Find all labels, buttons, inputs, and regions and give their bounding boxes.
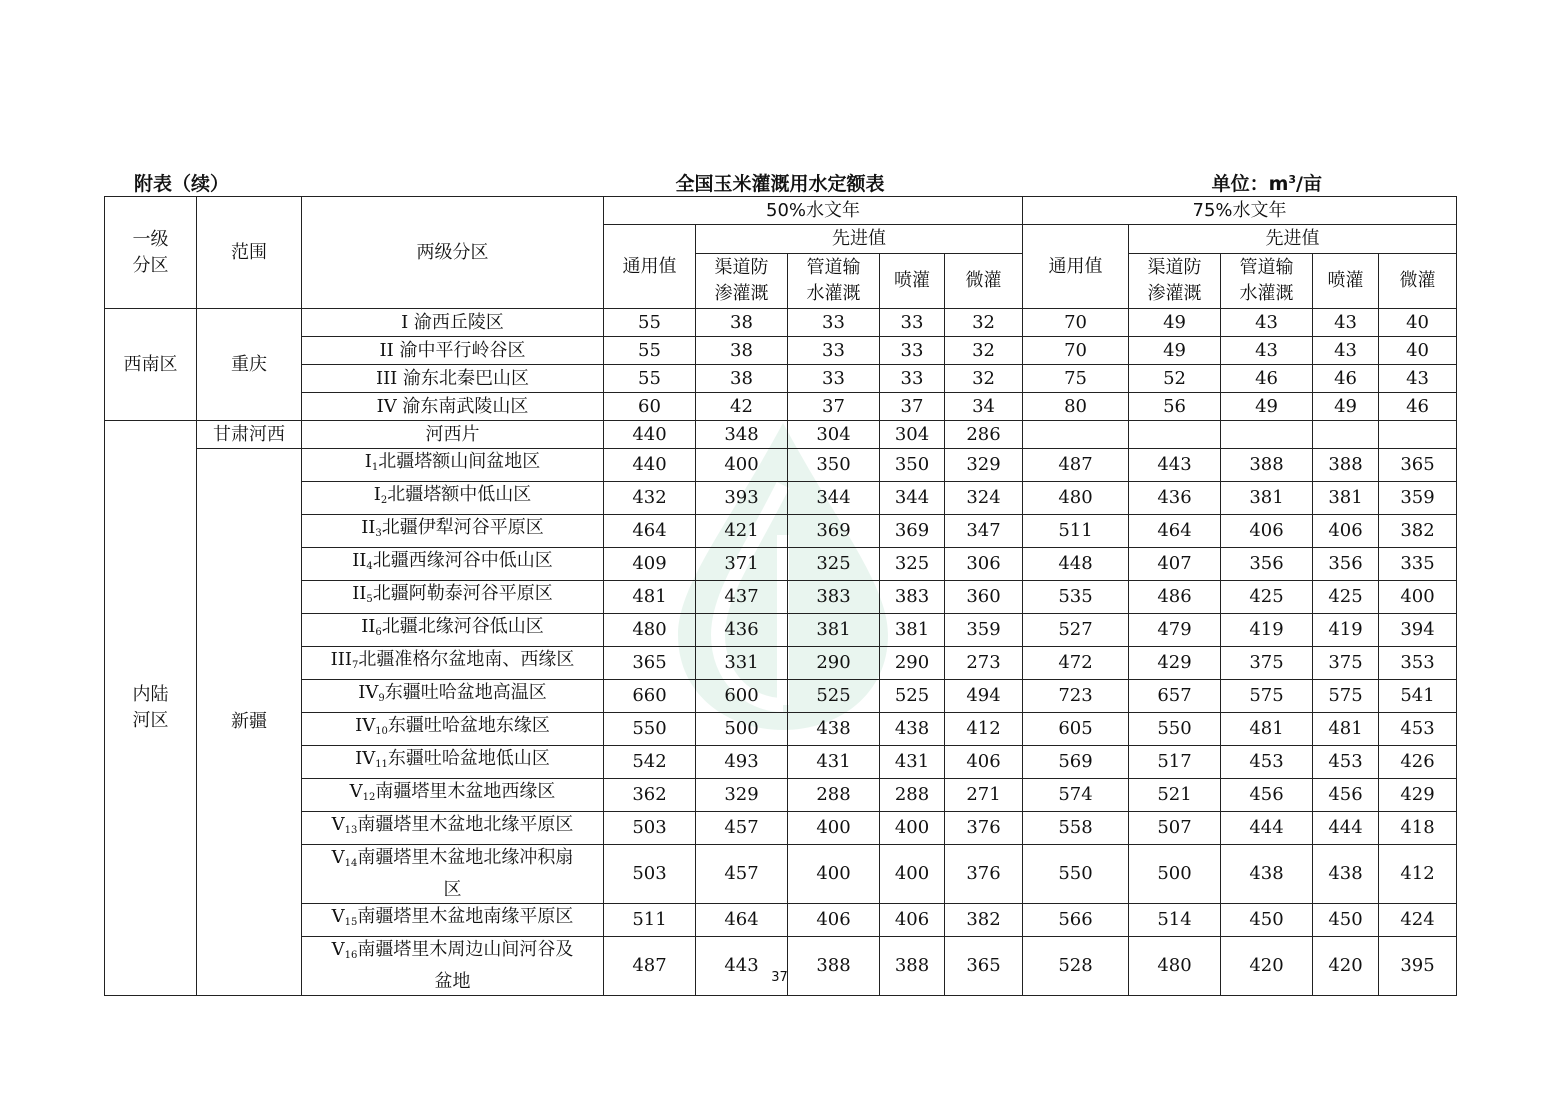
value-general-75: 574: [1023, 779, 1129, 812]
value-general-75: 70: [1023, 309, 1129, 337]
table-row: [105, 812, 1457, 845]
value-micro-75: 353: [1379, 647, 1457, 680]
value-pipe-50: 400: [788, 845, 880, 904]
value-pipe-75: 481: [1221, 713, 1313, 746]
value-micro-50: 376: [945, 812, 1023, 845]
scope-gansu-hexi: 甘肃河西: [197, 421, 302, 449]
value-pipe-50: 406: [788, 904, 880, 937]
value-pipe-75: 438: [1221, 845, 1313, 904]
zone-name: IV 渝东南武陵山区: [302, 393, 604, 421]
zone-name: V12南疆塔里木盆地西缘区: [302, 779, 604, 812]
scope-xinjiang: 新疆: [197, 449, 302, 996]
value-canal-50: 500: [696, 713, 788, 746]
value-micro-50: 34: [945, 393, 1023, 421]
zone-name: III 渝东北秦巴山区: [302, 365, 604, 393]
value-micro-50: 365: [945, 937, 1023, 996]
value-sprinkler-75: 456: [1313, 779, 1379, 812]
value-pipe-50: 344: [788, 482, 880, 515]
value-general-50: 365: [604, 647, 696, 680]
value-sprinkler-75: 43: [1313, 309, 1379, 337]
micro-header-50: 微灌: [945, 254, 1023, 309]
value-micro-75: 400: [1379, 581, 1457, 614]
value-canal-50: 38: [696, 337, 788, 365]
value-general-50: 440: [604, 421, 696, 449]
value-micro-75: 429: [1379, 779, 1457, 812]
value-general-75: 569: [1023, 746, 1129, 779]
pipe-header-75: 管道输 水灌溉: [1221, 254, 1313, 309]
value-sprinkler-50: 381: [880, 614, 945, 647]
general-header-50: 通用值: [604, 225, 696, 309]
value-canal-50: 371: [696, 548, 788, 581]
value-general-75: 550: [1023, 845, 1129, 904]
value-general-50: 660: [604, 680, 696, 713]
header-row-1: [105, 197, 1457, 225]
table-body: [105, 309, 1457, 996]
value-micro-50: 359: [945, 614, 1023, 647]
zone-name: II6北疆北缘河谷低山区: [302, 614, 604, 647]
table-row: [105, 309, 1457, 337]
value-sprinkler-75: 453: [1313, 746, 1379, 779]
level2-header: 两级分区: [302, 197, 604, 309]
value-micro-50: 347: [945, 515, 1023, 548]
value-canal-50: 457: [696, 812, 788, 845]
value-general-50: 55: [604, 365, 696, 393]
value-pipe-75: [1221, 421, 1313, 449]
value-general-75: 528: [1023, 937, 1129, 996]
value-general-50: 55: [604, 309, 696, 337]
value-canal-50: 38: [696, 365, 788, 393]
region-inland: 内陆 河区: [105, 421, 197, 996]
zone-name: II 渝中平行岭谷区: [302, 337, 604, 365]
zone-name: V16南疆塔里木周边山间河谷及 盆地: [302, 937, 604, 996]
zone-name: II4北疆西缘河谷中低山区: [302, 548, 604, 581]
value-pipe-50: 288: [788, 779, 880, 812]
value-sprinkler-75: 425: [1313, 581, 1379, 614]
value-general-50: 542: [604, 746, 696, 779]
unit-label: [1212, 169, 1322, 196]
unit-superscript: 3: [1288, 173, 1297, 186]
zone-name: I 渝西丘陵区: [302, 309, 604, 337]
value-pipe-75: 388: [1221, 449, 1313, 482]
value-pipe-50: 381: [788, 614, 880, 647]
value-pipe-75: 43: [1221, 309, 1313, 337]
table-row: [105, 904, 1457, 937]
value-micro-75: 418: [1379, 812, 1457, 845]
value-sprinkler-75: 575: [1313, 680, 1379, 713]
value-canal-75: 514: [1129, 904, 1221, 937]
value-general-75: 558: [1023, 812, 1129, 845]
value-sprinkler-75: [1313, 421, 1379, 449]
value-sprinkler-50: 400: [880, 812, 945, 845]
table-row: [105, 482, 1457, 515]
value-pipe-50: 388: [788, 937, 880, 996]
table-row: [105, 337, 1457, 365]
sprinkler-header-50: 喷灌: [880, 254, 945, 309]
table-title: 全国玉米灌溉用水定额表: [675, 173, 885, 195]
zone-name: II5北疆阿勒泰河谷平原区: [302, 581, 604, 614]
value-sprinkler-75: 356: [1313, 548, 1379, 581]
value-micro-50: 494: [945, 680, 1023, 713]
value-general-75: 535: [1023, 581, 1129, 614]
value-canal-75: 49: [1129, 309, 1221, 337]
value-sprinkler-75: 49: [1313, 393, 1379, 421]
table-row: [105, 746, 1457, 779]
value-general-75: 723: [1023, 680, 1129, 713]
value-general-50: 440: [604, 449, 696, 482]
value-pipe-75: 420: [1221, 937, 1313, 996]
value-micro-50: 286: [945, 421, 1023, 449]
value-canal-50: 493: [696, 746, 788, 779]
value-canal-75: 436: [1129, 482, 1221, 515]
value-micro-75: 359: [1379, 482, 1457, 515]
page-number: 37: [771, 970, 788, 985]
value-micro-50: 382: [945, 904, 1023, 937]
value-canal-75: 52: [1129, 365, 1221, 393]
value-sprinkler-75: 420: [1313, 937, 1379, 996]
zone-name: V13南疆塔里木盆地北缘平原区: [302, 812, 604, 845]
sprinkler-header-75: 喷灌: [1313, 254, 1379, 309]
value-micro-50: 271: [945, 779, 1023, 812]
value-micro-50: 306: [945, 548, 1023, 581]
value-sprinkler-75: 481: [1313, 713, 1379, 746]
value-pipe-50: 383: [788, 581, 880, 614]
value-sprinkler-50: 290: [880, 647, 945, 680]
value-sprinkler-50: 325: [880, 548, 945, 581]
value-sprinkler-50: 33: [880, 309, 945, 337]
value-general-75: 80: [1023, 393, 1129, 421]
value-micro-75: 382: [1379, 515, 1457, 548]
value-general-75: 511: [1023, 515, 1129, 548]
value-pipe-50: 33: [788, 365, 880, 393]
canal-header-50: 渠道防 渗灌溉: [696, 254, 788, 309]
value-general-50: 432: [604, 482, 696, 515]
value-pipe-50: 431: [788, 746, 880, 779]
table-row: [105, 393, 1457, 421]
scope-header: 范围: [197, 197, 302, 309]
value-canal-50: 464: [696, 904, 788, 937]
value-micro-75: 335: [1379, 548, 1457, 581]
value-canal-75: 550: [1129, 713, 1221, 746]
value-micro-50: 324: [945, 482, 1023, 515]
value-canal-50: 443: [696, 937, 788, 996]
table-row: [105, 614, 1457, 647]
value-micro-75: [1379, 421, 1457, 449]
value-sprinkler-50: 288: [880, 779, 945, 812]
table-row: [105, 449, 1457, 482]
value-general-75: [1023, 421, 1129, 449]
value-pipe-75: 406: [1221, 515, 1313, 548]
value-sprinkler-50: 400: [880, 845, 945, 904]
value-micro-75: 412: [1379, 845, 1457, 904]
value-canal-75: 443: [1129, 449, 1221, 482]
table-row: [105, 548, 1457, 581]
value-pipe-75: 381: [1221, 482, 1313, 515]
value-pipe-50: 525: [788, 680, 880, 713]
value-general-75: 487: [1023, 449, 1129, 482]
value-micro-75: 40: [1379, 337, 1457, 365]
value-canal-75: [1129, 421, 1221, 449]
value-sprinkler-50: 37: [880, 393, 945, 421]
value-micro-75: 46: [1379, 393, 1457, 421]
value-micro-50: 376: [945, 845, 1023, 904]
value-micro-50: 329: [945, 449, 1023, 482]
appendix-label: 附表（续）: [134, 173, 230, 195]
value-general-50: 481: [604, 581, 696, 614]
value-general-75: 605: [1023, 713, 1129, 746]
value-canal-75: 500: [1129, 845, 1221, 904]
canal-header-75: 渠道防 渗灌溉: [1129, 254, 1221, 309]
value-micro-75: 40: [1379, 309, 1457, 337]
year75-header: 75%水文年: [1023, 197, 1457, 225]
value-micro-75: 394: [1379, 614, 1457, 647]
value-general-50: 409: [604, 548, 696, 581]
zone-name: V14南疆塔里木盆地北缘冲积扇 区: [302, 845, 604, 904]
value-pipe-75: 375: [1221, 647, 1313, 680]
value-pipe-75: 43: [1221, 337, 1313, 365]
value-canal-75: 56: [1129, 393, 1221, 421]
value-pipe-75: 49: [1221, 393, 1313, 421]
value-canal-50: 400: [696, 449, 788, 482]
value-micro-75: 43: [1379, 365, 1457, 393]
value-sprinkler-75: 444: [1313, 812, 1379, 845]
zone-name: IV9东疆吐哈盆地高温区: [302, 680, 604, 713]
value-micro-50: 273: [945, 647, 1023, 680]
zone-name: III7北疆准格尔盆地南、西缘区: [302, 647, 604, 680]
value-sprinkler-50: 304: [880, 421, 945, 449]
value-pipe-75: 575: [1221, 680, 1313, 713]
value-sprinkler-50: 431: [880, 746, 945, 779]
value-canal-75: 480: [1129, 937, 1221, 996]
value-sprinkler-75: 43: [1313, 337, 1379, 365]
value-pipe-75: 356: [1221, 548, 1313, 581]
value-general-75: 75: [1023, 365, 1129, 393]
value-sprinkler-50: 369: [880, 515, 945, 548]
value-canal-75: 49: [1129, 337, 1221, 365]
value-canal-75: 464: [1129, 515, 1221, 548]
value-micro-50: 32: [945, 337, 1023, 365]
value-micro-50: 406: [945, 746, 1023, 779]
value-general-75: 480: [1023, 482, 1129, 515]
value-sprinkler-75: 406: [1313, 515, 1379, 548]
value-canal-75: 517: [1129, 746, 1221, 779]
table-row: [105, 713, 1457, 746]
unit-suffix: /亩: [1296, 173, 1322, 195]
value-general-50: 60: [604, 393, 696, 421]
value-canal-75: 429: [1129, 647, 1221, 680]
value-general-50: 550: [604, 713, 696, 746]
value-pipe-75: 46: [1221, 365, 1313, 393]
value-pipe-50: 304: [788, 421, 880, 449]
value-general-75: 70: [1023, 337, 1129, 365]
table-row: [105, 779, 1457, 812]
value-sprinkler-50: 33: [880, 337, 945, 365]
value-micro-75: 395: [1379, 937, 1457, 996]
year50-header: 50%水文年: [604, 197, 1023, 225]
value-general-50: 55: [604, 337, 696, 365]
value-sprinkler-50: 33: [880, 365, 945, 393]
value-pipe-75: 450: [1221, 904, 1313, 937]
zone-name: V15南疆塔里木盆地南缘平原区: [302, 904, 604, 937]
value-sprinkler-50: 383: [880, 581, 945, 614]
value-general-50: 487: [604, 937, 696, 996]
value-pipe-75: 419: [1221, 614, 1313, 647]
value-canal-50: 421: [696, 515, 788, 548]
value-pipe-50: 33: [788, 309, 880, 337]
value-canal-50: 329: [696, 779, 788, 812]
table-row: [105, 647, 1457, 680]
value-pipe-50: 438: [788, 713, 880, 746]
value-general-50: 464: [604, 515, 696, 548]
advanced-header-50: 先进值: [696, 225, 1023, 254]
value-pipe-50: 37: [788, 393, 880, 421]
zone-name: II3北疆伊犁河谷平原区: [302, 515, 604, 548]
value-sprinkler-75: 388: [1313, 449, 1379, 482]
value-canal-75: 479: [1129, 614, 1221, 647]
value-micro-50: 360: [945, 581, 1023, 614]
value-canal-50: 393: [696, 482, 788, 515]
value-general-75: 566: [1023, 904, 1129, 937]
table-header: [105, 197, 1457, 309]
value-sprinkler-50: 350: [880, 449, 945, 482]
value-pipe-75: 425: [1221, 581, 1313, 614]
irrigation-quota-table: [104, 196, 1457, 996]
value-general-75: 472: [1023, 647, 1129, 680]
value-canal-50: 348: [696, 421, 788, 449]
value-canal-75: 407: [1129, 548, 1221, 581]
zone-name: 河西片: [302, 421, 604, 449]
value-canal-75: 486: [1129, 581, 1221, 614]
value-micro-75: 426: [1379, 746, 1457, 779]
value-general-50: 511: [604, 904, 696, 937]
table-caption: [104, 166, 1456, 196]
region-southwest: 西南区: [105, 309, 197, 421]
value-general-50: 362: [604, 779, 696, 812]
value-sprinkler-50: 525: [880, 680, 945, 713]
value-sprinkler-50: 388: [880, 937, 945, 996]
table-row: [105, 421, 1457, 449]
value-pipe-50: 325: [788, 548, 880, 581]
value-sprinkler-75: 419: [1313, 614, 1379, 647]
value-pipe-50: 33: [788, 337, 880, 365]
value-pipe-50: 350: [788, 449, 880, 482]
value-sprinkler-75: 381: [1313, 482, 1379, 515]
table-row: [105, 581, 1457, 614]
value-canal-75: 657: [1129, 680, 1221, 713]
value-canal-75: 521: [1129, 779, 1221, 812]
value-canal-50: 437: [696, 581, 788, 614]
value-micro-75: 424: [1379, 904, 1457, 937]
value-general-50: 503: [604, 812, 696, 845]
value-general-50: 480: [604, 614, 696, 647]
value-canal-50: 331: [696, 647, 788, 680]
value-pipe-50: 400: [788, 812, 880, 845]
value-general-50: 503: [604, 845, 696, 904]
general-header-75: 通用值: [1023, 225, 1129, 309]
table-row: [105, 845, 1457, 904]
value-pipe-75: 456: [1221, 779, 1313, 812]
value-general-75: 527: [1023, 614, 1129, 647]
value-sprinkler-75: 46: [1313, 365, 1379, 393]
value-micro-75: 365: [1379, 449, 1457, 482]
value-micro-75: 541: [1379, 680, 1457, 713]
value-canal-50: 457: [696, 845, 788, 904]
zone-name: IV11东疆吐哈盆地低山区: [302, 746, 604, 779]
table-row: [105, 680, 1457, 713]
value-canal-50: 436: [696, 614, 788, 647]
value-micro-75: 453: [1379, 713, 1457, 746]
value-pipe-50: 290: [788, 647, 880, 680]
value-canal-50: 38: [696, 309, 788, 337]
value-sprinkler-50: 438: [880, 713, 945, 746]
value-micro-50: 412: [945, 713, 1023, 746]
value-pipe-50: 369: [788, 515, 880, 548]
value-sprinkler-75: 375: [1313, 647, 1379, 680]
level1-header: 一级 分区: [105, 197, 197, 309]
value-micro-50: 32: [945, 365, 1023, 393]
value-sprinkler-50: 344: [880, 482, 945, 515]
value-general-75: 448: [1023, 548, 1129, 581]
micro-header-75: 微灌: [1379, 254, 1457, 309]
value-sprinkler-50: 406: [880, 904, 945, 937]
table-row: [105, 937, 1457, 996]
zone-name: I2北疆塔额中低山区: [302, 482, 604, 515]
value-sprinkler-75: 438: [1313, 845, 1379, 904]
pipe-header-50: 管道输 水灌溉: [788, 254, 880, 309]
scope-chongqing: 重庆: [197, 309, 302, 421]
advanced-header-75: 先进值: [1129, 225, 1457, 254]
value-canal-50: 600: [696, 680, 788, 713]
table-row: [105, 515, 1457, 548]
zone-name: IV10东疆吐哈盆地东缘区: [302, 713, 604, 746]
table-row: [105, 365, 1457, 393]
value-pipe-75: 444: [1221, 812, 1313, 845]
value-micro-50: 32: [945, 309, 1023, 337]
zone-name: I1北疆塔额山间盆地区: [302, 449, 604, 482]
value-sprinkler-75: 450: [1313, 904, 1379, 937]
value-pipe-75: 453: [1221, 746, 1313, 779]
value-canal-75: 507: [1129, 812, 1221, 845]
unit-prefix: 单位：m: [1211, 173, 1289, 195]
value-canal-50: 42: [696, 393, 788, 421]
